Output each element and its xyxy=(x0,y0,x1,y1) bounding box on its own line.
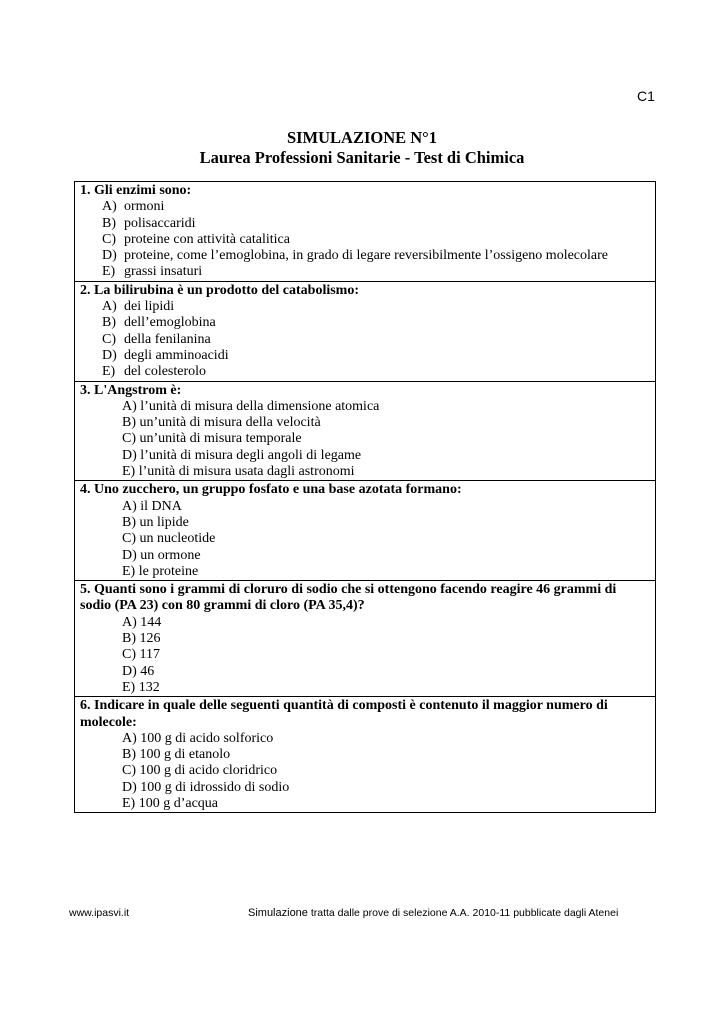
footer-note-text: tratta dalle prove di selezione A.A. 2010-11 pubblicate dagli Atenei xyxy=(307,907,619,919)
option xyxy=(102,248,650,264)
option-letter: B) xyxy=(102,215,116,231)
question-text: 1. Gli enzimi sono: xyxy=(80,183,192,198)
page-subtitle: Laurea Professioni Sanitarie - Test di Chimica xyxy=(199,148,525,167)
option xyxy=(102,264,650,280)
footer-note xyxy=(248,907,618,919)
question-cell xyxy=(75,381,656,481)
option-letter: D) xyxy=(102,248,117,264)
question-text: 4. Uno zucchero, un gruppo fosfato e una base azotata formano: xyxy=(80,482,462,498)
option xyxy=(102,332,650,348)
footer-note-title: Simulazione xyxy=(248,907,308,919)
question-row xyxy=(75,697,656,813)
option-letter: A) xyxy=(102,199,117,215)
option-text: degli amminoacidi xyxy=(124,347,229,363)
option-list xyxy=(80,731,650,812)
option: A) 144 xyxy=(122,614,162,630)
option: B) un’unità di misura della velocità xyxy=(122,415,321,431)
option: E) l’unità di misura usata dagli astronomi xyxy=(122,464,355,480)
option: A) il DNA xyxy=(122,498,182,514)
option xyxy=(102,364,650,380)
option-text: polisaccaridi xyxy=(124,215,196,231)
option: D) 46 xyxy=(122,663,155,679)
option-list xyxy=(80,299,650,380)
question-row xyxy=(75,581,656,697)
question-row xyxy=(75,481,656,581)
option: D) 100 g di idrossido di sodio xyxy=(122,779,290,795)
option: C) 100 g di acido cloridrico xyxy=(122,763,278,779)
option-text: proteine, come l’emoglobina, in grado di legare reversibilmente l’ossigeno molecolare xyxy=(124,248,608,264)
option-letter: A) xyxy=(102,299,117,315)
option: B) un lipide xyxy=(122,514,189,530)
question-cell xyxy=(75,481,656,581)
option-text: proteine con attività catalitica xyxy=(124,231,290,247)
option: E) le proteine xyxy=(122,563,199,579)
option: D) un ormone xyxy=(122,547,201,563)
question-text: 5. Quanti sono i grammi di cloruro di sodio che si ottengono facendo reagire 46 grammi di sodio (PA 23) con 80 grammi di cloro (PA 35,4)? xyxy=(80,582,617,614)
option: C) un’unità di misura temporale xyxy=(122,431,302,447)
option-list xyxy=(80,199,650,280)
question-row xyxy=(75,182,656,282)
question-text: 2. La bilirubina è un prodotto del catabolismo: xyxy=(80,282,360,298)
question-row xyxy=(75,381,656,481)
question-cell xyxy=(75,697,656,813)
option-text: del colesterolo xyxy=(124,364,207,380)
question-row xyxy=(75,281,656,381)
question-cell xyxy=(75,281,656,381)
question-text: 6. Indicare in quale delle seguenti quantità di composti è contenuto il maggior numero di molecole: xyxy=(80,698,608,730)
option-text: dell’emoglobina xyxy=(124,315,216,331)
option-letter: D) xyxy=(102,347,117,363)
option: A) 100 g di acido solforico xyxy=(122,730,274,746)
option: A) l’unità di misura della dimensione atomica xyxy=(122,398,380,414)
option xyxy=(102,216,650,232)
option-text: dei lipidi xyxy=(124,299,175,315)
option-text: della fenilanina xyxy=(124,331,211,347)
option-list xyxy=(80,399,650,480)
option: E) 100 g d’acqua xyxy=(122,795,219,811)
option-list xyxy=(80,499,650,580)
option-list xyxy=(80,615,650,696)
option xyxy=(102,299,650,315)
option-text: ormoni xyxy=(124,199,165,215)
page-code: C1 xyxy=(637,88,655,104)
option: B) 100 g di etanolo xyxy=(122,747,231,763)
option: B) 126 xyxy=(122,631,161,647)
option-letter: C) xyxy=(102,231,116,247)
option-letter: B) xyxy=(102,315,116,331)
option xyxy=(102,348,650,364)
option-letter: C) xyxy=(102,331,116,347)
option: E) 132 xyxy=(122,679,160,695)
option xyxy=(102,199,650,215)
option: C) un nucleotide xyxy=(122,531,216,547)
question-text: 3. L'Angstrom è: xyxy=(80,382,182,398)
question-cell xyxy=(75,182,656,282)
option-text: grassi insaturi xyxy=(124,264,203,280)
question-table xyxy=(74,181,656,813)
page-title: SIMULAZIONE N°1 xyxy=(286,128,438,147)
option: D) l’unità di misura degli angoli di legame xyxy=(122,447,362,463)
question-cell xyxy=(75,581,656,697)
footer-website: www.ipasvi.it xyxy=(69,907,130,919)
option xyxy=(102,315,650,331)
option-letter: E) xyxy=(102,264,116,280)
option-letter: E) xyxy=(102,364,116,380)
option xyxy=(102,232,650,248)
option: C) 117 xyxy=(122,647,160,663)
